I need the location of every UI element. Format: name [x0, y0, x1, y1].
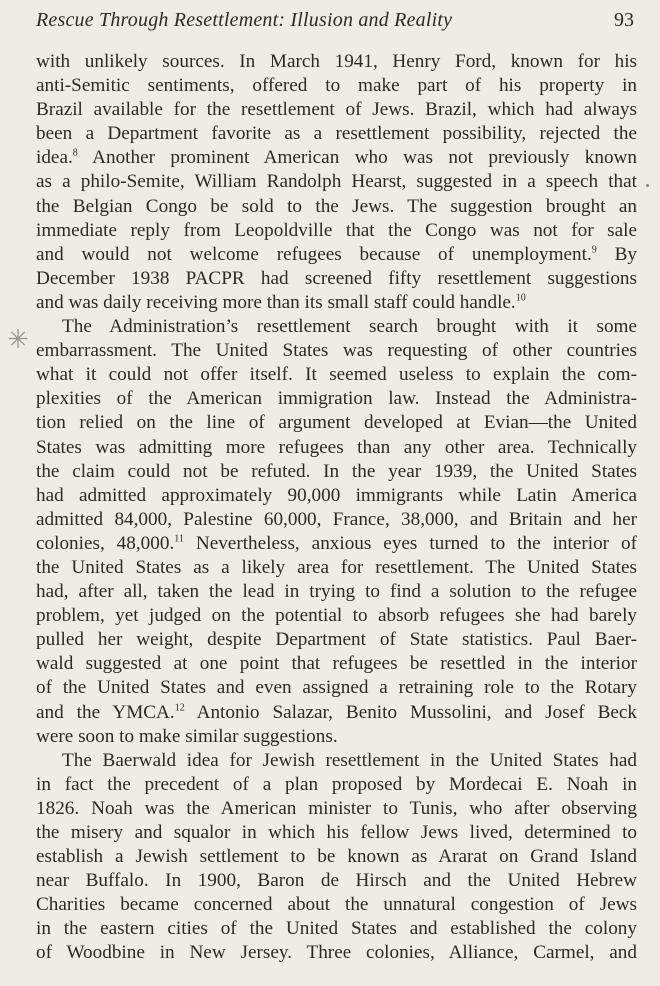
line-text: pulled her weight, despite Department of State statistics. Paul Baer- [36, 629, 637, 651]
body-text [36, 50, 637, 966]
text-line [36, 291, 637, 315]
line-text: the claim could not be refuted. In the year 1939, the United States [36, 460, 637, 482]
line-text: as a philo-Semite, William Randolph Hearst, suggested in a speech that [36, 171, 637, 193]
text-line [36, 917, 637, 941]
line-text: the misery and squalor in which his fellow Jews lived, determined to [36, 822, 637, 843]
footnote-ref: 8 [72, 147, 78, 159]
line-text: colonies, 48,000. [36, 532, 175, 554]
text-line [36, 773, 637, 797]
page-number: 93 [614, 9, 634, 31]
line-text: establish a Jewish settlement to be known as Ararat on Grand Island [36, 846, 637, 868]
text-line [36, 195, 637, 219]
text-line [36, 797, 637, 821]
text-line [36, 869, 637, 893]
text-line [36, 170, 637, 194]
line-text-tail: By [596, 243, 637, 265]
text-line [36, 532, 637, 556]
line-text-tail: Antonio Salazar, Benito Mussolini, and Josef Beck [184, 701, 637, 723]
line-text: The Baerwald idea for Jewish resettlement in the United States had [62, 749, 637, 771]
line-text: wald suggested at one point that refugees be resettled in the interior [36, 653, 637, 675]
text-line [36, 676, 637, 700]
line-text: The Administration’s resettlement search brought with it some [62, 316, 637, 338]
text-line [36, 315, 637, 339]
text-line [36, 98, 637, 122]
line-text: tion relied on the line of argument developed at Evian—the United [36, 412, 637, 434]
line-text: had admitted approximately 90,000 immigrants while Latin America [36, 484, 637, 506]
text-line [36, 652, 637, 676]
text-line [36, 243, 637, 267]
text-line [36, 628, 637, 652]
line-text: were soon to make similar suggestions. [36, 725, 338, 747]
line-text: the United States as a likely area for resettlement. The United States [36, 556, 637, 578]
text-line [36, 387, 637, 411]
line-text: the Belgian Congo be sold to the Jews. The suggestion brought an [36, 195, 637, 217]
text-line [36, 845, 637, 869]
text-line [36, 50, 637, 74]
text-line [36, 411, 637, 435]
line-text-tail: Nevertheless, anxious eyes turned to the interior of [183, 532, 637, 554]
line-text: been a Department favorite as a resettlement possibility, rejected the [36, 123, 637, 145]
footnote-ref: 10 [515, 292, 526, 304]
line-text: and the YMCA. [36, 701, 175, 723]
line-text: of the United States and even assigned a retraining role to the Rotary [36, 677, 637, 699]
line-text: immediate reply from Leopoldville that the Congo was not for sale [36, 219, 637, 241]
line-text: Charities became concerned about the unnatural congestion of Jews [36, 894, 637, 916]
line-text: States was admitting more refugees than any other area. Technically [36, 436, 637, 458]
text-line [36, 821, 637, 845]
text-line [36, 556, 637, 580]
line-text: problem, yet judged on the potential to absorb refugees she had barely [36, 605, 637, 627]
text-line [36, 701, 637, 725]
text-line [36, 122, 637, 146]
line-text: Brazil available for the resettlement of Jews. Brazil, which had always [36, 99, 637, 121]
text-line [36, 580, 637, 604]
line-text: and would not welcome refugees because of unemployment. [36, 243, 592, 265]
line-text: with unlikely sources. In March 1941, Henry Ford, known for his [36, 51, 637, 72]
line-text: 1826. Noah was the American minister to Tunis, who after observing [36, 797, 637, 819]
text-line [36, 460, 637, 484]
running-head-title: Rescue Through Resettlement: Illusion and Reality [36, 9, 453, 31]
line-text: of Woodbine in New Jersey. Three colonies, Alliance, Carmel, and [36, 942, 637, 964]
text-line [36, 893, 637, 917]
footnote-ref: 11 [174, 533, 184, 545]
line-text: in fact the precedent of a plan proposed by Mordecai E. Noah in [36, 773, 637, 795]
line-text: admitted 84,000, Palestine 60,000, France, 38,000, and Britain and her [36, 508, 637, 530]
running-head [36, 9, 634, 37]
text-line [36, 267, 637, 291]
margin-asterisk-icon: ✳ [7, 325, 29, 354]
text-line [36, 484, 637, 508]
text-line [36, 725, 637, 749]
text-line [36, 436, 637, 460]
line-text: in the eastern cities of the United States and established the colony [36, 918, 637, 940]
text-line [36, 74, 637, 98]
footnote-ref: 12 [174, 702, 185, 714]
text-line [36, 508, 637, 532]
line-text: December 1938 PACPR had screened fifty resettlement suggestions [36, 267, 637, 289]
line-text: what it could not offer itself. It seemed useless to explain the com- [36, 364, 637, 386]
line-text: and was daily receiving more than its small staff could handle. [36, 291, 516, 313]
text-line [36, 363, 637, 387]
text-line [36, 941, 637, 965]
footnote-ref: 9 [591, 244, 597, 256]
text-line [36, 219, 637, 243]
line-text-tail: Another prominent American who was not previously known [77, 147, 637, 169]
text-line [36, 749, 637, 773]
text-line [36, 604, 637, 628]
line-text: anti-Semitic sentiments, offered to make part of his property in [36, 75, 637, 97]
text-line [36, 146, 637, 170]
line-text: near Buffalo. In 1900, Baron de Hirsch and the United Hebrew [36, 870, 637, 892]
line-text: plexities of the American immigration law. Instead the Administra- [36, 388, 637, 410]
margin-dot-mark [646, 184, 649, 187]
line-text: idea. [36, 147, 73, 169]
text-line [36, 339, 637, 363]
line-text: embarrassment. The United States was requesting of other countries [36, 340, 637, 362]
line-text: had, after all, taken the lead in trying to find a solution to the refugee [36, 581, 637, 603]
